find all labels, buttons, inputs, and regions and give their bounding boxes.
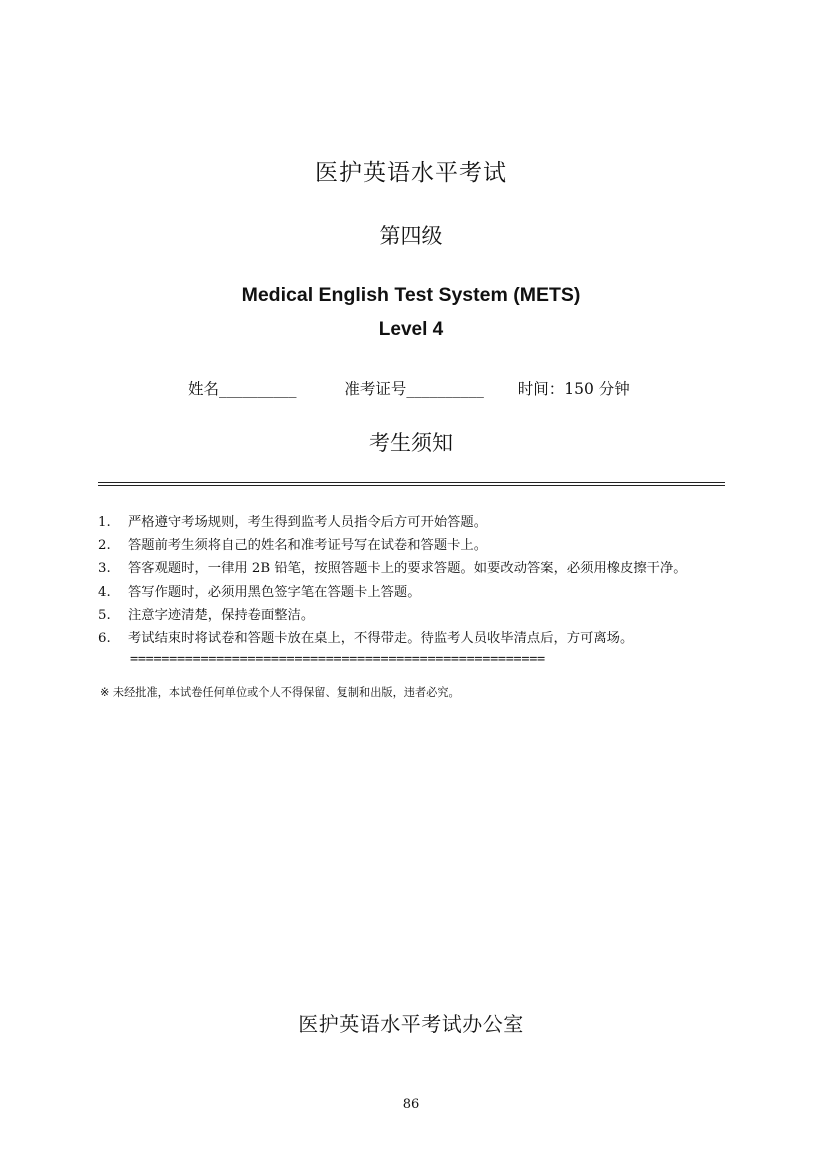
issuing-office: 医护英语水平考试办公室 bbox=[298, 1012, 524, 1036]
exam-level-chinese: 第四级 bbox=[379, 224, 443, 248]
candidate-info-row bbox=[188, 377, 630, 399]
double-rule-bottom bbox=[98, 485, 725, 486]
notice-item: 6. 考试结束时将试卷和答题卡放在桌上，不得带走。待监考人员收毕清点后，方可离场。 bbox=[98, 631, 634, 647]
notice-item: 2. 答题前考生须将自己的姓名和准考证号写在试卷和答题卡上。 bbox=[98, 538, 488, 554]
name-label: 姓名 bbox=[188, 380, 220, 398]
equals-separator: ===================================================== bbox=[130, 651, 545, 667]
name-blank: __________ bbox=[219, 380, 297, 398]
exam-id-blank: __________ bbox=[406, 380, 484, 398]
notice-item: 3. 答客观题时，一律用 2B 铅笔，按照答题卡上的要求答题。如要改动答案，必须用橡皮擦干净。 bbox=[98, 561, 687, 577]
page-number: 86 bbox=[402, 1097, 420, 1112]
double-rule-top bbox=[98, 482, 725, 483]
notice-item: 4. 答写作题时，必须用黑色签字笔在答题卡上答题。 bbox=[98, 584, 421, 600]
exam-level-english: Level 4 bbox=[378, 319, 444, 340]
exam-time: 时间：150 分钟 bbox=[517, 380, 630, 398]
notice-heading: 考生须知 bbox=[369, 431, 453, 455]
copyright-warning: ※ 未经批准，本试卷任何单位或个人不得保留、复制和出版，违者必究。 bbox=[100, 686, 460, 699]
notice-item: 5. 注意字迹清楚，保持卷面整洁。 bbox=[98, 607, 315, 623]
notice-list bbox=[98, 511, 738, 650]
notice-item: 1. 严格遵守考场规则，考生得到监考人员指令后方可开始答题。 bbox=[98, 515, 488, 530]
exam-title-chinese: 医护英语水平考试 bbox=[315, 160, 507, 186]
exam-title-english: Medical English Test System (METS) bbox=[241, 284, 581, 306]
exam-id-label: 准考证号 bbox=[344, 380, 407, 398]
